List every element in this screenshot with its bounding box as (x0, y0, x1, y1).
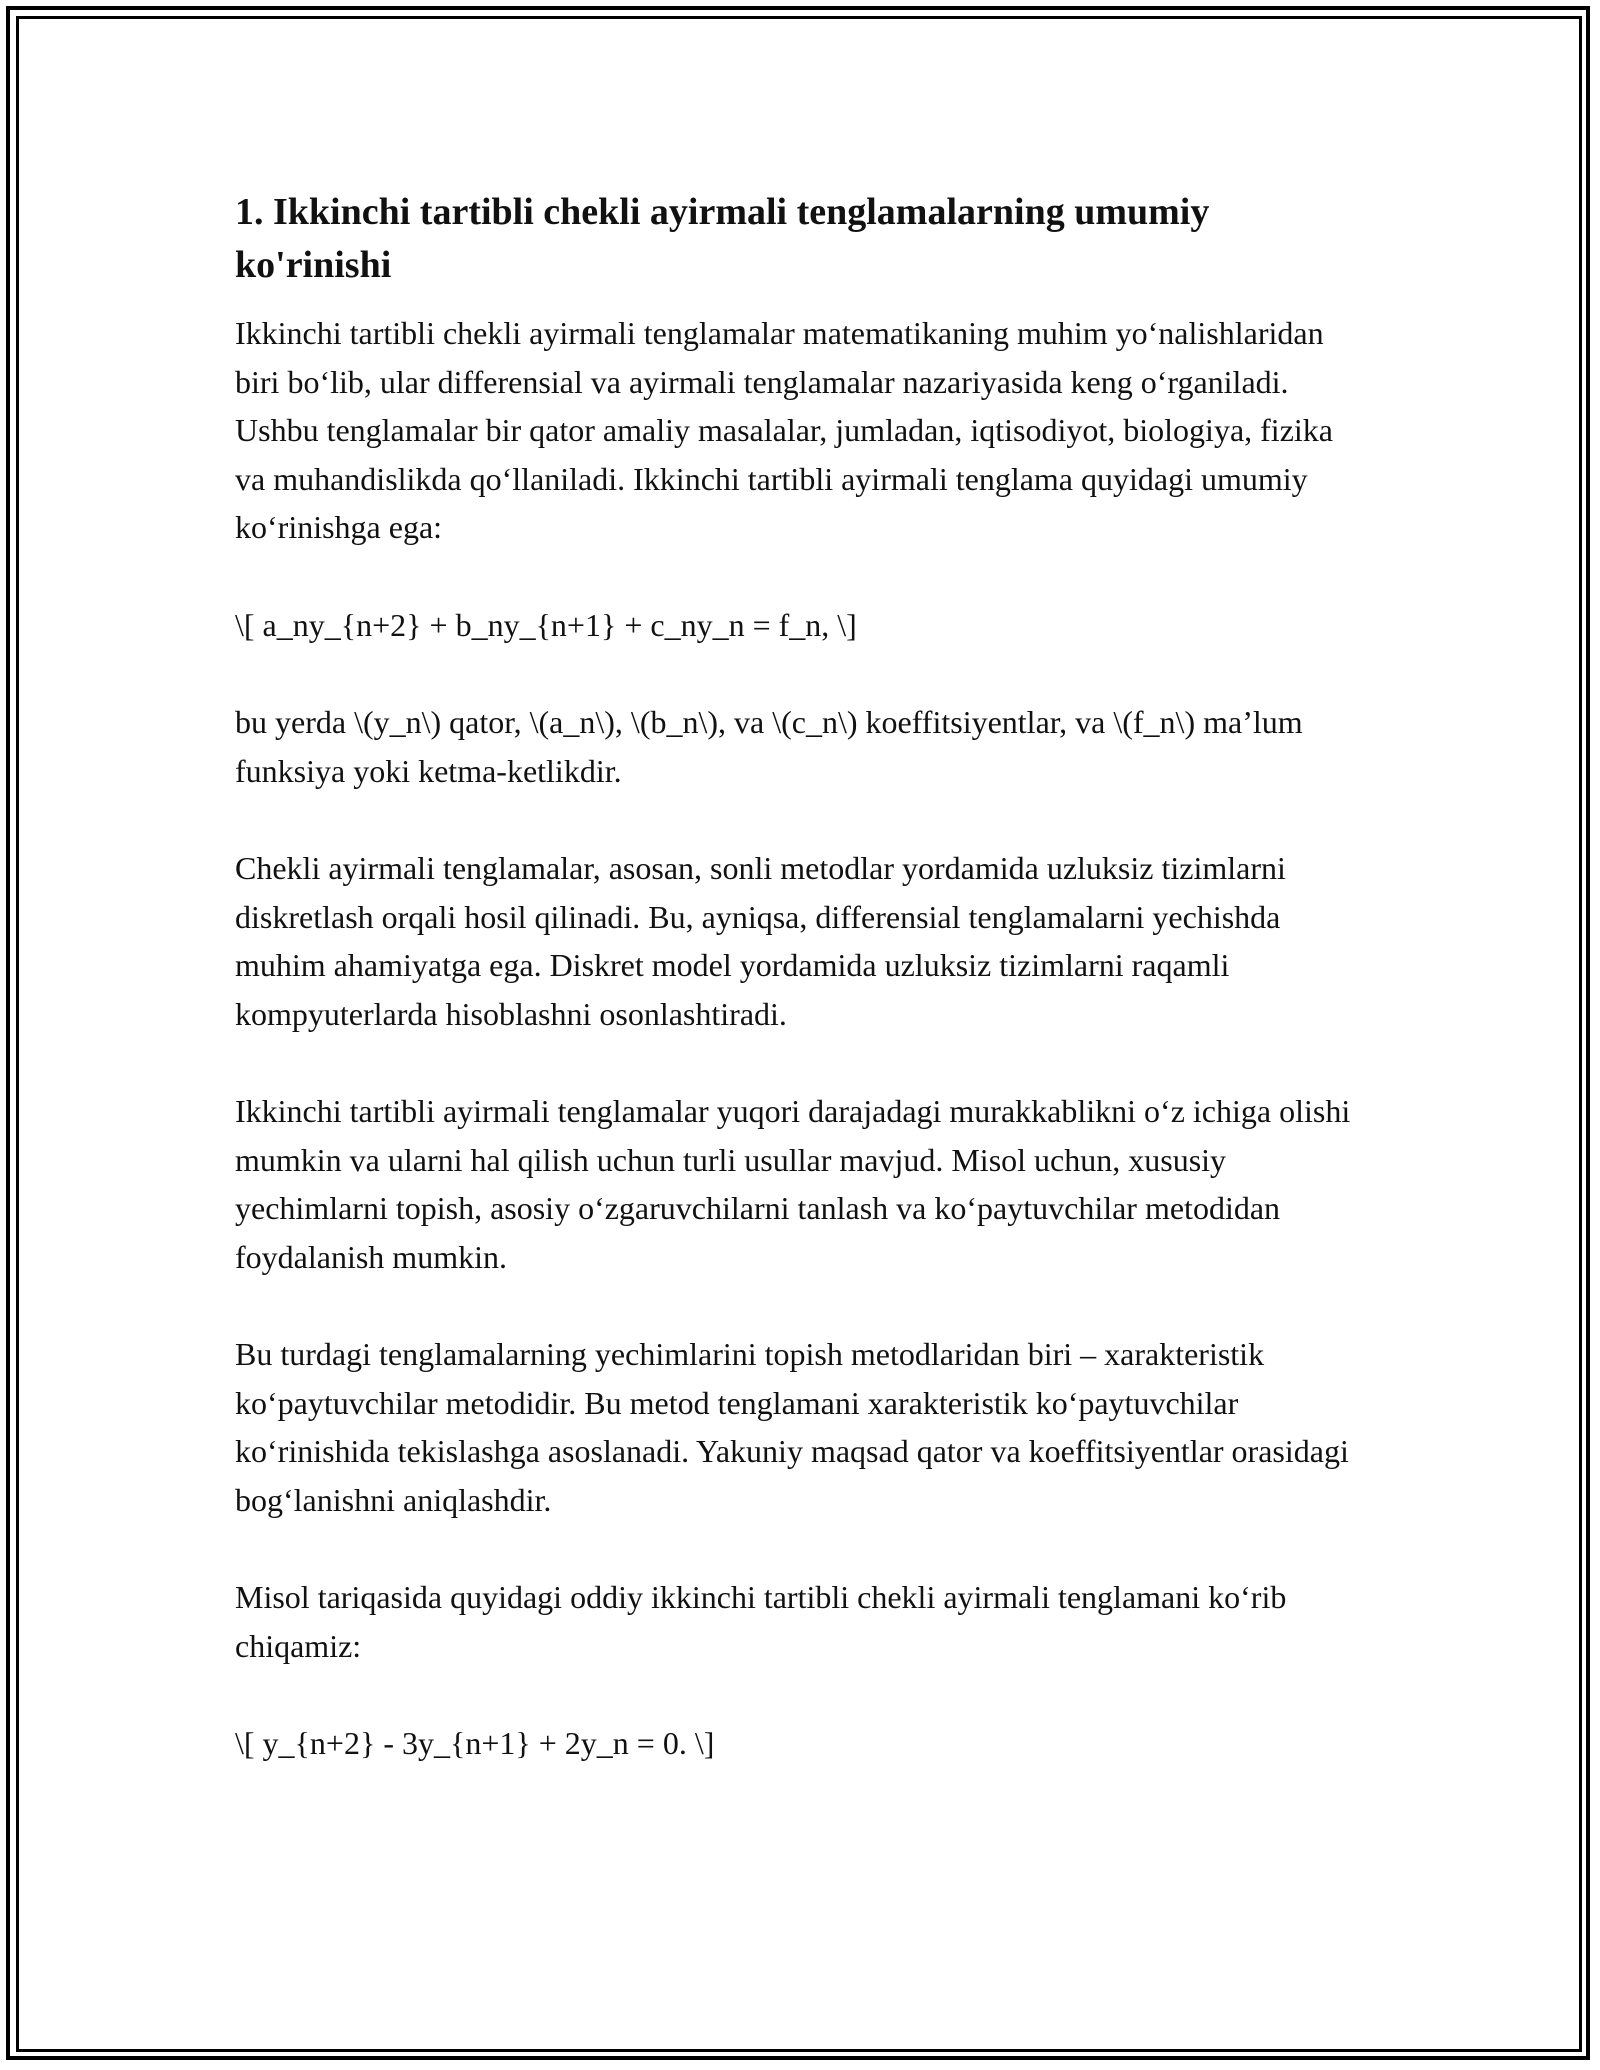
paragraph-example-intro: Misol tariqasida quyidagi oddiy ikkinchi tartibli chekli ayirmali tenglamani ko‘rib chiqamiz: (235, 1579, 1287, 1664)
paragraph-intro: Ikkinchi tartibli chekli ayirmali tenglamalar matematikaning muhim yo‘nalishlaridan biri bo‘lib, ular differensial va ayirmali tenglamalar nazariyasida keng o‘rganiladi. Ushbu tenglamalar bir qator amaliy masalalar, jumladan, iqtisodiyot, biologiya, fizika va muhandislikda qo‘llaniladi. Ikkinchi tartibli ayirmali tenglama quyidagi umumiy ko‘rinishga ega: (235, 315, 1333, 545)
paragraph-methods: Ikkinchi tartibli ayirmali tenglamalar yuqori darajadagi murakkablikni o‘z ichiga olishi mumkin va ularni hal qilish uchun turli usullar mavjud. Misol uchun, xususiy yechimlarni topish, asosiy o‘zgaruvchilarni tanlash va ko‘paytuvchilar metodidan foydalanish mumkin. (235, 1093, 1351, 1275)
paragraph-discretization: Chekli ayirmali tenglamalar, asosan, sonli metodlar yordamida uzluksiz tizimlarni diskretlash orqali hosil qilinadi. Bu, ayniqsa, differensial tenglamalarni yechishda muhim ahamiyatga ega. Diskret model yordamida uzluksiz tizimlarni raqamli kompyuterlarda hisoblashni osonlashtiradi. (235, 850, 1286, 1032)
formula-general: \[ a_ny_{n+2} + b_ny_{n+1} + c_ny_n = f_n, \] (235, 606, 857, 643)
paragraph-characteristic: Bu turdagi tenglamalarning yechimlarini topish metodlaridan biri – xarakteristik ko‘paytuvchilar metodidir. Bu metod tenglamani xarakteristik ko‘paytuvchilar ko‘rinishida tekislashga asoslanadi. Yakuniy maqsad qator va koeffitsiyentlar orasidagi bog‘lanishni aniqlashdir. (235, 1336, 1349, 1518)
formula-example: \[ y_{n+2} - 3y_{n+1} + 2y_n = 0. \] (235, 1725, 715, 1761)
section-heading: 1. Ikkinchi tartibli chekli ayirmali tenglamalarning umumiy ko'rinishi (235, 191, 1210, 286)
paragraph-definitions: bu yerda \(y_n\) qator, \(a_n\), \(b_n\), va \(c_n\) koeffitsiyentlar, va \(f_n\) ma’lum funksiya yoki ketma-ketlikdir. (235, 704, 1303, 789)
document-body (235, 186, 1355, 1817)
